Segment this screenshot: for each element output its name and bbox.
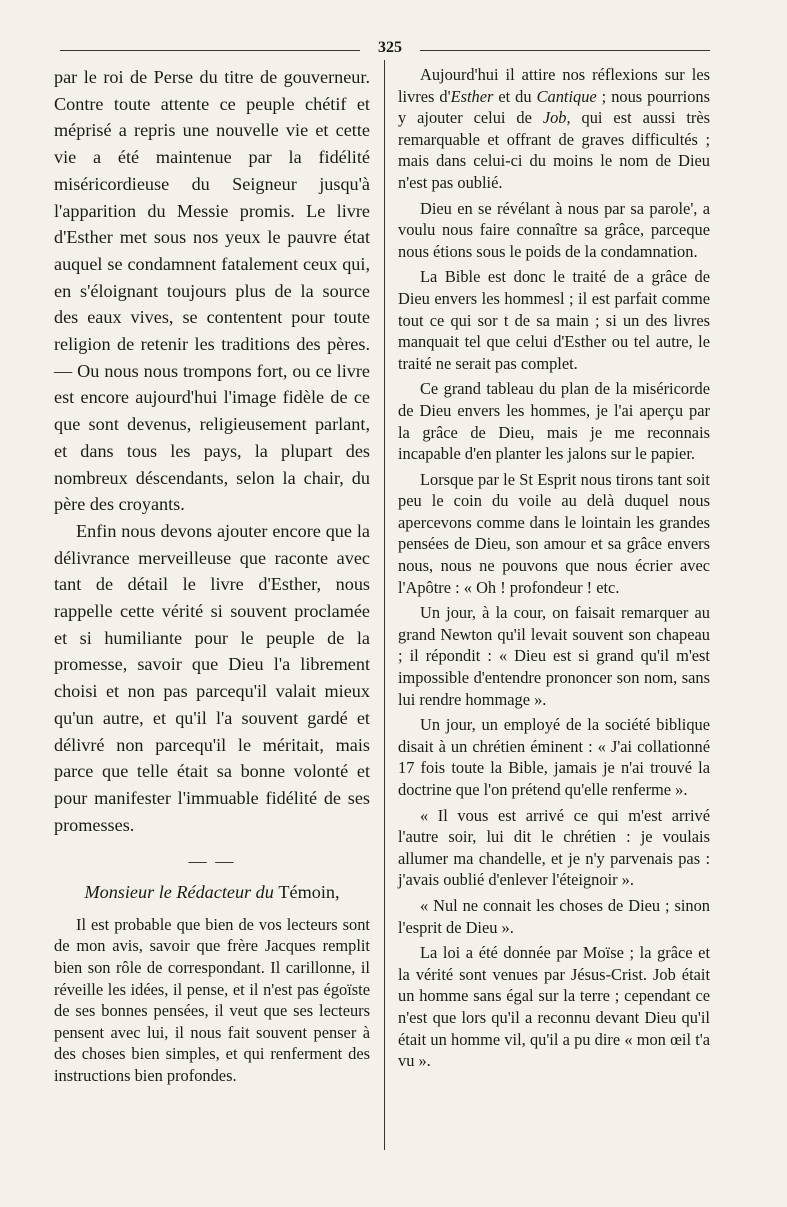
right-paragraph-3: La Bible est donc le traité de a grâce de Dieu envers les hommesl ; il est parfait comme tout ce qui sor t de sa main ; si un des livres manquait tel que celui d'Esther ou tel autre, le traité ne serait pas complet. bbox=[398, 267, 710, 373]
left-paragraph-1: par le roi de Perse du titre de gouverneur. Contre toute attente ce peuple chétif et méprisé a repris une nouvelle vie et cette vie a été maintenue par la fidélité miséricordieuse du Seigneur jusqu'à l'apparition du Messie promis. Le livre d'Esther met sous nos yeux le pauvre état auquel se condamnent fatalement ceux qui, en s'éloignant toujours plus de la source des eaux vives, se contentent pour toute religion de retenir les traditions des pères. — Ou nous nous trompons fort, ou ce livre est encore aujourd'hui l'image fidèle de ce que sont devenus, religieusement parlant, et dans tous les pays, la plupart des nombreux déscendants, selon la chair, du père des croyants. bbox=[54, 67, 370, 515]
right-paragraph-2: Dieu en se révélant à nous par sa parole', a voulu nous faire connaître sa grâce, parceque nous étions sous le poids de la condamnation. bbox=[398, 198, 710, 261]
letter-heading bbox=[54, 879, 370, 906]
p1-text-a: Aujourd'hui il attire nos réflexions sur les livres d' bbox=[398, 65, 710, 106]
p1-esther: Esther bbox=[450, 86, 494, 106]
right-column bbox=[398, 64, 710, 1072]
column-divider bbox=[384, 60, 385, 1150]
right-paragraph-1 bbox=[398, 64, 710, 194]
right-paragraph-7: Un jour, un employé de la société biblique disait à un chrétien éminent : « J'ai collationné 17 fois toute la Bible, jamais je n'ai trouvé la doctrine que l'on prétend qu'elle renferme ». bbox=[398, 715, 710, 799]
p1-text-d: qui est aussi très remarquable et offrant de graves difficultés ; mais dans celui-ci du moins le nom de Dieu n'est pas oublié. bbox=[398, 108, 710, 192]
letter-heading-italic: Monsieur le Rédacteur du bbox=[84, 882, 274, 903]
p1-text-c: ; nous pourrions y ajouter celui de bbox=[398, 86, 710, 128]
letter-paragraph: Il est probable que bien de vos lecteurs sont de mon avis, savoir que frère Jacques remplit bien son rôle de correspondant. Il carillonne, il réveille les idées, il pense, et il n'est pas égoïste de ses bonnes pensées, il veut que ses lecteurs pensent avec lui, il nous fait souvent penser à des choses bien simples, et qui renferment des instructions bien profondes. bbox=[54, 914, 370, 1085]
section-separator: — — bbox=[188, 851, 236, 872]
right-paragraph-9: « Nul ne connait les choses de Dieu ; sinon l'esprit de Dieu ». bbox=[398, 895, 710, 937]
letter-heading-title: Témoin, bbox=[278, 882, 340, 903]
p1-cantique: Cantique bbox=[536, 86, 597, 106]
p1-text-b: et du bbox=[493, 86, 537, 106]
page-number: 325 bbox=[360, 38, 420, 58]
left-paragraph-2: Enfin nous devons ajouter encore que la délivrance merveilleuse que raconte avec tant de détail le livre d'Esther, nous rappelle cette vérité si souvent proclamée et si humiliante pour le peuple de la promesse, savoir que Dieu l'a librement choisi et non pas parcequ'il valait mieux qu'un autre, et qu'il l'a souvent gardé et délivré non parcequ'il le méritait, mais parce que telle était sa bonne volonté et pour manifester l'immuable fidélité de ses promesses. bbox=[54, 520, 370, 835]
left-column bbox=[54, 64, 370, 1087]
right-paragraph-5: Lorsque par le St Esprit nous tirons tant soit peu le coin du voile au delà duquel nous apercevons comme dans le lointain les grandes pensées de Dieu, son amour et sa grâce envers nous, nous ne pouvons que nous écrier avec l'Apôtre : « Oh ! profondeur ! etc. bbox=[398, 469, 710, 597]
right-paragraph-6: Un jour, à la cour, on faisait remarquer au grand Newton qu'il levait souvent son chapeau ; il répondit : « Dieu est si grand qu'il m'est impossible d'entendre prononcer son nom, sans lui rendre hommage ». bbox=[398, 603, 710, 709]
p1-job: Job, bbox=[542, 108, 571, 128]
right-paragraph-4: Ce grand tableau du plan de la miséricorde de Dieu envers les hommes, je l'ai aperçu par la grâce de Dieu, mais je me reconnais incapable d'en planter les jalons sur le papier. bbox=[398, 379, 710, 464]
right-paragraph-10: La loi a été donnée par Moïse ; la grâce et la vérité sont venues par Jésus-Crist. Job était un homme sans égal sur la terre ; cependant ce n'est que lors qu'il a reconnu devant Dieu qu'il était un homme vil, qu'il a pu dire « mon œil t'a vu ». bbox=[398, 943, 710, 1071]
right-paragraph-8: « Il vous est arrivé ce qui m'est arrivé l'autre soir, lui dit le chrétien : je voulais allumer ma chandelle, et je n'y parvenais pas : j'avais oublié d'enlever l'éteignoir ». bbox=[398, 805, 710, 890]
